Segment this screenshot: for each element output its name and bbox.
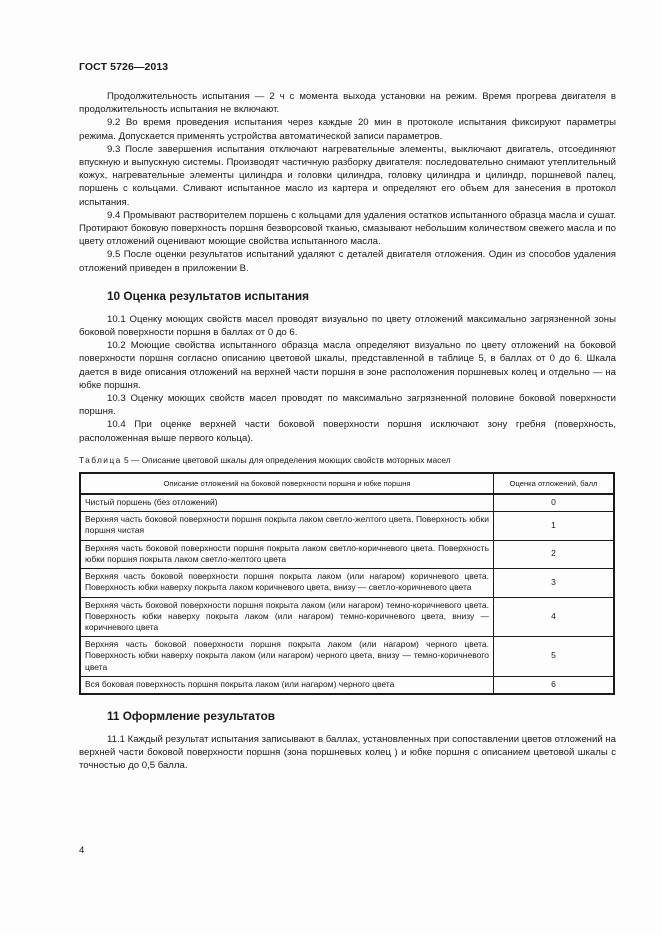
column-header-description: Описание отложений на боковой поверхности поршня и юбке поршня (80, 473, 494, 494)
row-description: Вся боковая поверхность поршня покрыта лаком (или нагаром) черного цвета (80, 676, 494, 694)
column-header-score: Оценка отложений, балл (494, 473, 615, 494)
page-number: 4 (79, 845, 85, 856)
section-11-heading: 11 Оформление результатов (107, 708, 276, 723)
row-score: 5 (494, 637, 615, 677)
row-score: 2 (494, 540, 615, 568)
row-score: 1 (494, 512, 615, 540)
row-description: Верхняя часть боковой поверхности поршня покрыта лаком (или нагаром) черного цвета. Поверхность юбки наверху покрыта лаком (или нагаром) черного цвета, внизу — темно-коричневого цвета (80, 637, 494, 677)
paragraph: 11.1 Каждый результат испытания записывают в баллах, установленных при сопоставлении цветов отложений на верхней части боковой поверхности поршня (зона поршневых колец ) и юбке поршня с описанием цветовой шкалы с точностью до 0,5 балла. (79, 733, 616, 772)
section-10-body (79, 313, 616, 445)
section-9-continuation (79, 90, 616, 275)
row-description: Верхняя часть боковой поверхности поршня покрыта лаком (или нагаром) коричневого цвета. Поверхность юбки наверху покрыта лаком коричневого цвета, внизу — светло-коричневого цвета (80, 569, 494, 597)
table-row (80, 494, 614, 512)
row-description: Верхняя часть боковой поверхности поршня покрыта лаком светло-желтого цвета. Поверхность юбки поршня чистая (80, 512, 494, 540)
table-row (80, 512, 614, 540)
paragraph: 10.1 Оценку моющих свойств масел проводят визуально по цвету отложений максимально загрязненной зоны боковой поверхности поршня в баллах от 0 до 6. (79, 313, 616, 339)
table-5-caption (79, 455, 616, 466)
paragraph: 10.3 Оценку моющих свойств масел проводят по максимально загрязненной половине боковой поверхности поршня. (79, 393, 616, 418)
table-row (80, 597, 614, 637)
paragraph: 10.2 Моющие свойства испытанного образца масла определяют визуально по цвету отложений на боковой поверхности поршня согласно описанию цветовой шкалы, представленной в таблице 5, в баллах от 0 до 6. Шкала дается в виде описания отложений на верхней части поршня в зоне расположения поршневых колец и отдельно — на юбке поршня. (79, 340, 616, 391)
table-row (80, 540, 614, 568)
row-score: 6 (494, 676, 615, 694)
row-score: 3 (494, 569, 615, 597)
table-row (80, 569, 614, 597)
section-11-body (79, 733, 616, 773)
table-caption-label: Таблица (79, 454, 122, 465)
paragraph: 9.3 После завершения испытания отключают нагревательные элементы, выключают двигатель, отсоединяют впускную и выпускную системы. Производят частичную разборку двигателя: последовательно снимают утеплительный кожух, нагревательные элементы цилиндра и головки цилиндра, головку цилиндра и цилиндр, поршневой палец, поршень с кольцами. Сливают испытанное масло из картера и определяют его объем для занесения в протокол испытания. (79, 143, 616, 208)
row-description: Чистый поршень (без отложений) (80, 494, 494, 512)
document-body (79, 90, 616, 773)
section-10-heading: 10 Оценка результатов испытания (107, 288, 310, 303)
table-row (80, 676, 614, 694)
paragraph: Продолжительность испытания — 2 ч с момента выхода установки на режим. Время прогрева двигателя в продолжительность испытания не включают. (79, 91, 616, 116)
paragraph: 9.4 Промывают растворителем поршень с кольцами для удаления остатков испытанного образца масла и сушат. Протирают боковую поверхность поршня безворсовой тканью, смазывают небольшим количеством свежего масла и по цвету отложений оценивают моющие свойства испытанного масла. (79, 209, 616, 248)
paragraph: 9.2 Во время проведения испытания через каждые 20 мин в протоколе испытания фиксируют параметры режима. Допускается применять устройства автоматической записи параметров. (79, 117, 616, 142)
table-header-row (80, 473, 614, 494)
paragraph: 9.5 После оценки результатов испытаний удаляют с деталей двигателя отложения. Один из способов удаления отложений приведен в приложении В. (79, 249, 616, 274)
row-description: Верхняя часть боковой поверхности поршня покрыта лаком светло-коричневого цвета. Поверхность юбки поршня покрыта лаком светло-желтого цвета (80, 540, 494, 568)
document-header-title: ГОСТ 5726—2013 (79, 61, 169, 73)
row-score: 0 (494, 494, 615, 512)
row-description: Верхняя часть боковой поверхности поршня покрыта лаком (или нагаром) темно-коричневого цвета. Поверхность юбки наверху покрыта лаком (или нагаром) темно-коричневого цвета, внизу — коричневого цвета (80, 597, 494, 637)
table-row (80, 637, 614, 677)
row-score: 4 (494, 597, 615, 637)
color-scale-table (79, 472, 615, 695)
table-caption-text: 5 — Описание цветовой шкалы для определения моющих свойств моторных масел (123, 454, 451, 465)
paragraph: 10.4 При оценке верхней части боковой поверхности поршня исключают зону гребня (поверхность, расположенная выше первого кольца). (79, 419, 616, 444)
